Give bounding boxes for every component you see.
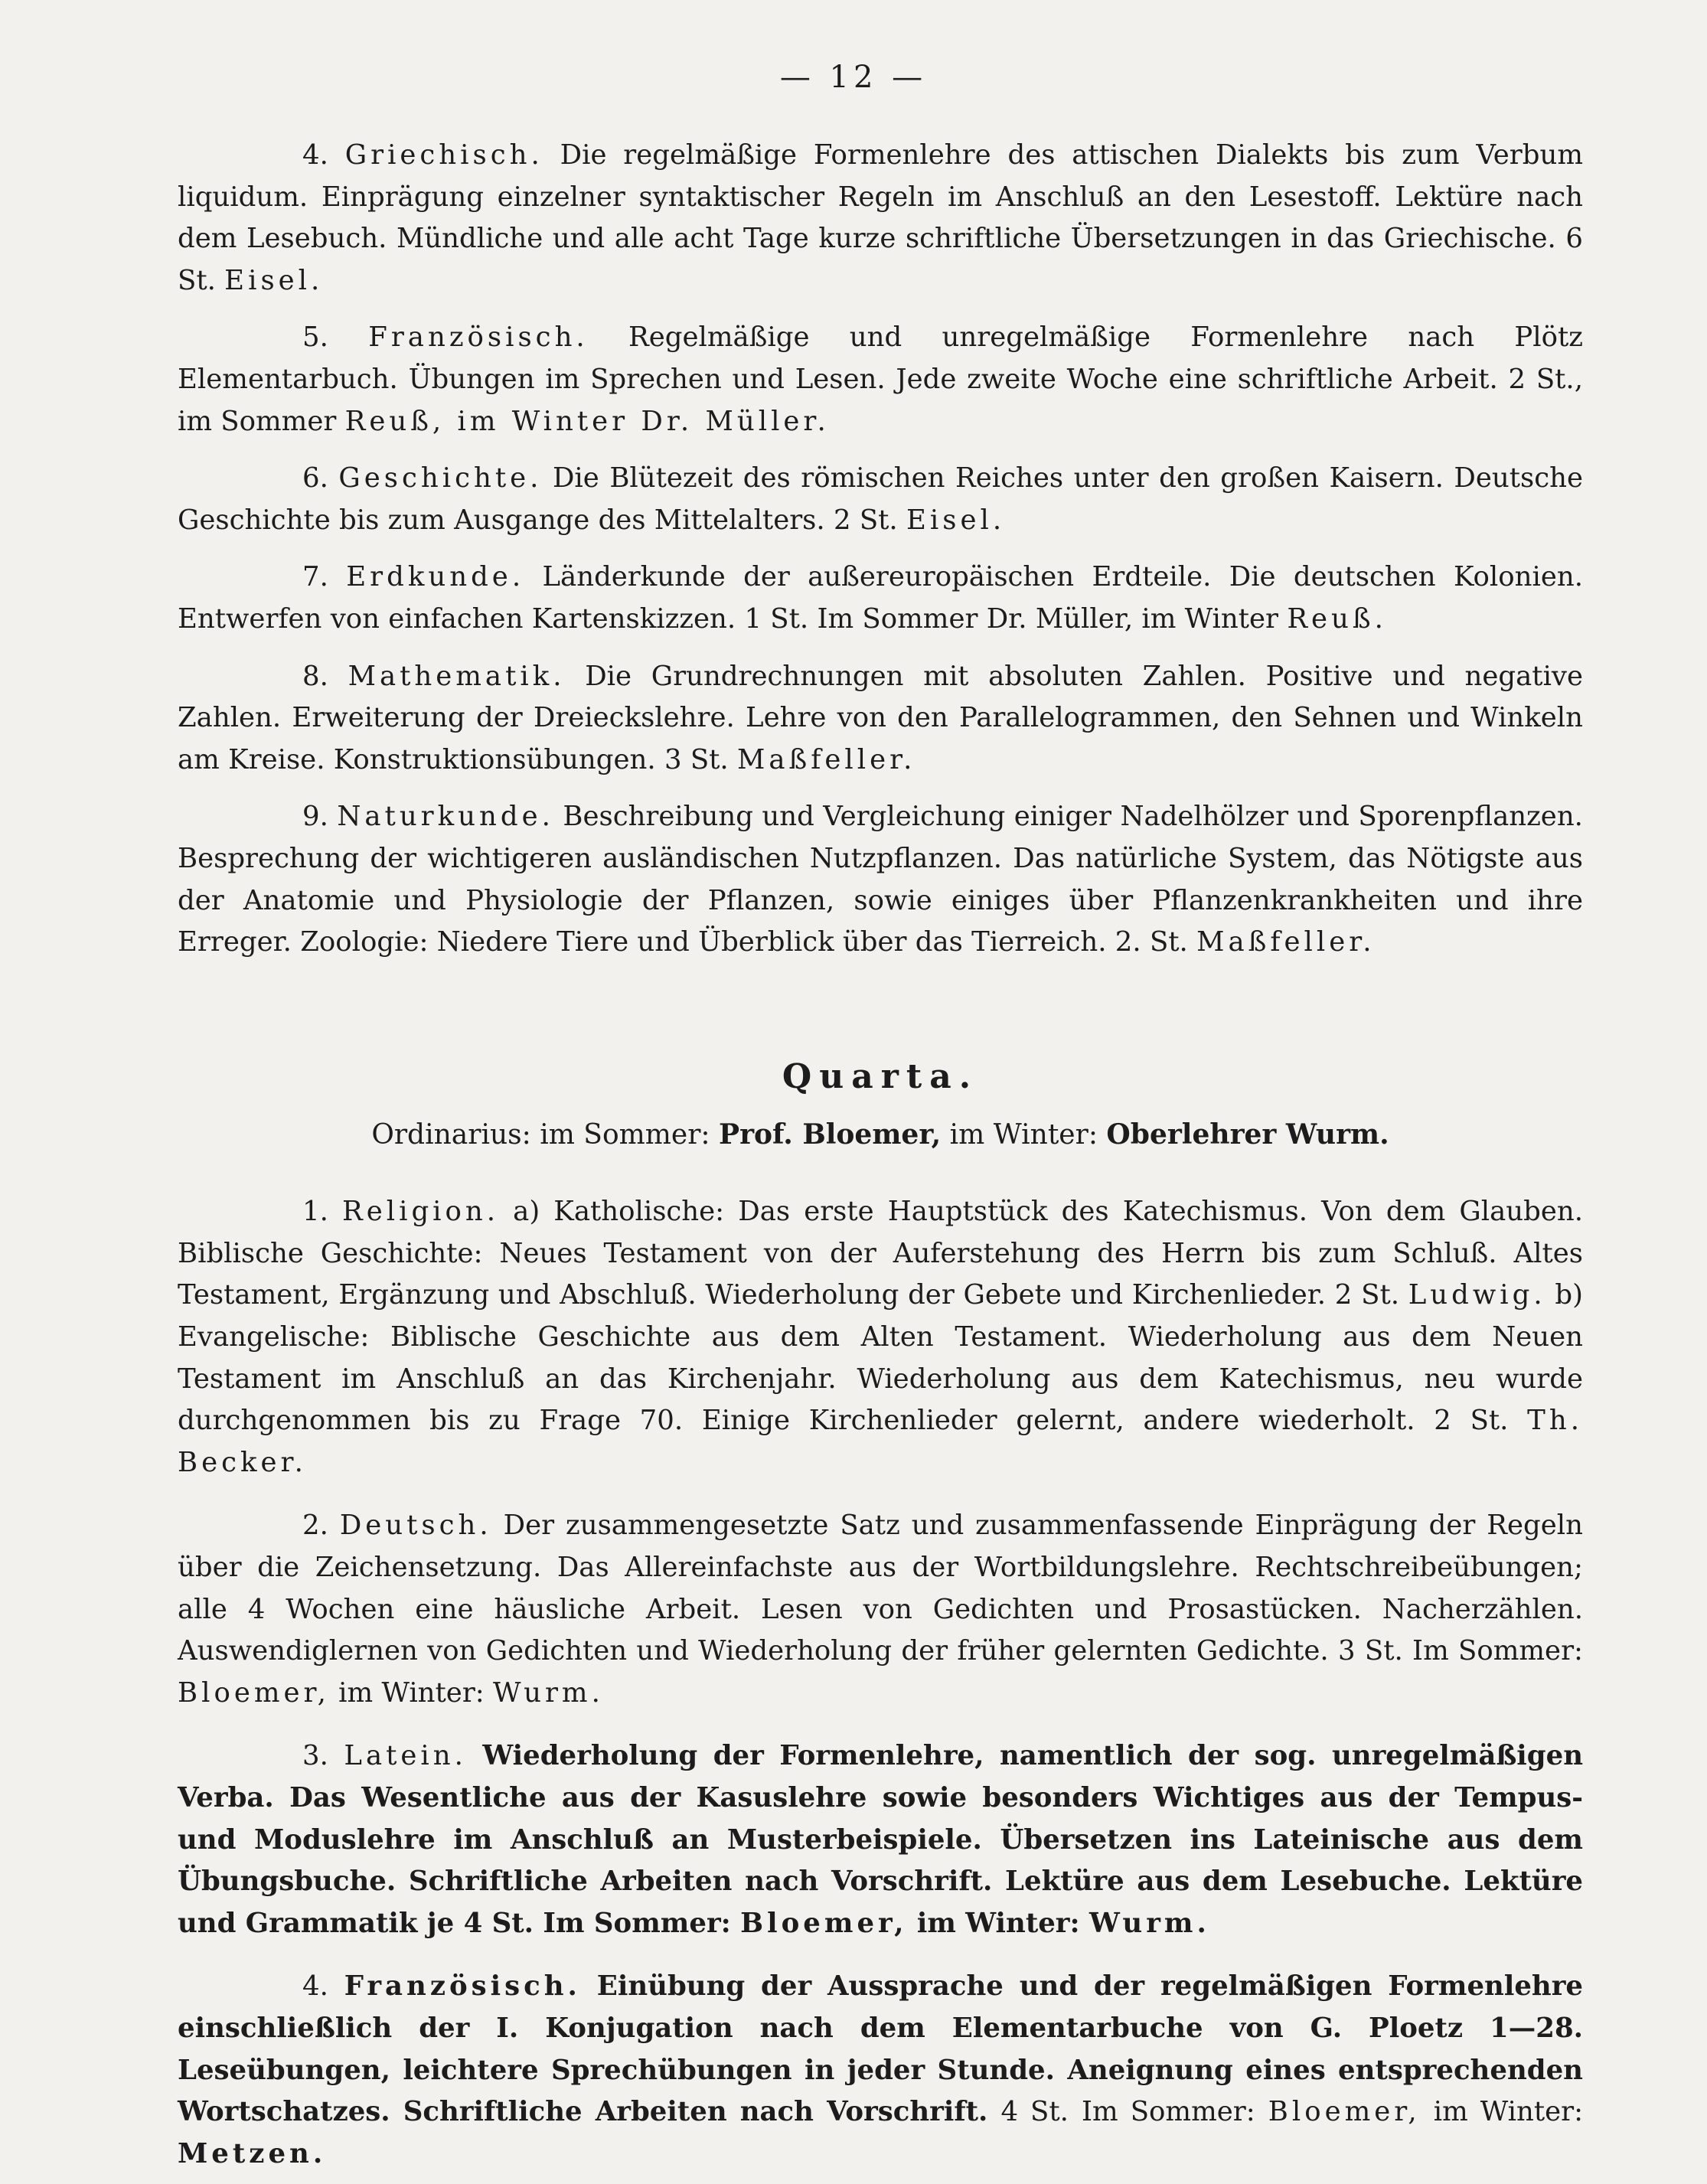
- subject-heading: Mathematik.: [348, 660, 566, 692]
- item-number: 2.: [302, 1510, 328, 1542]
- teacher-name: Bloemer,: [178, 1676, 330, 1709]
- page-content: [178, 135, 1583, 2175]
- paragraph-griechisch: [178, 135, 1583, 302]
- item-number: 4.: [302, 139, 328, 171]
- paragraph-text: Die Blütezeit des römischen Reiches unter den großen Kaisern. Deutsche Geschichte bis zum Ausgange des Mittelalters. 2 St.: [178, 462, 1583, 536]
- ordinarius-winter: Oberlehrer Wurm.: [1106, 1118, 1389, 1151]
- paragraph-franzoesisch-quarta: [178, 1966, 1583, 2175]
- teacher-name: Reuß.: [1287, 602, 1387, 635]
- paragraph-text: Regelmäßige und unregelmäßige Formenlehre nach Plötz Elementarbuch. Übungen im Sprechen und Lesen. Jede zweite Woche eine schriftliche Arbeit. 2 St., im Sommer: [178, 322, 1583, 437]
- subject-heading: Griechisch.: [344, 139, 543, 171]
- paragraph-text: Die regelmäßige Formenlehre des attischen Dialekts bis zum Verbum liquidum. Einprägung einzelner syntaktischer Regeln im Anschluß an den Lesestoff. Lektüre nach dem Lesebuch. Mündliche und alle acht Tage kurze schriftliche Übersetzungen in das Griechische. 6 St.: [178, 139, 1583, 296]
- ordinarius-label: Ordinarius: im Sommer:: [371, 1118, 710, 1151]
- teacher-name: Eisel.: [906, 504, 1006, 536]
- paragraph-franzoesisch-upper: [178, 317, 1583, 442]
- teacher-name: Th. Becker.: [178, 1405, 1583, 1478]
- paragraph-text: Wiederholung der Formenlehre, namentlich der sog. unregelmäßigen Verba. Das Wesentliche aus der Kasuslehre sowie besonders Wichtiges aus der Tempus- und Moduslehre im Anschluß an Musterbeispiele. Übersetzen ins Lateinische aus dem Übungsbuche. Schriftliche Arbeiten nach Vorschrift. Lektüre aus dem Lesebuche. Lektüre und Grammatik je 4 St. Im Sommer:: [178, 1740, 1584, 1939]
- paragraph-text: im Winter:: [338, 1676, 485, 1709]
- ordinarius-summer: Prof. Bloemer,: [719, 1118, 942, 1151]
- paragraph-text: im Winter:: [1433, 2096, 1584, 2128]
- subject-heading: Erdkunde.: [346, 561, 525, 593]
- teacher-name: Wurm.: [493, 1676, 604, 1709]
- paragraph-latein: [178, 1735, 1583, 1944]
- subject-heading: Religion.: [342, 1196, 500, 1228]
- subject-heading: Französisch.: [368, 322, 589, 354]
- teacher-name: Eisel.: [224, 264, 324, 296]
- paragraph-mathematik: [178, 656, 1583, 782]
- item-number: 7.: [302, 561, 328, 593]
- subject-heading: Naturkunde.: [337, 801, 554, 833]
- subject-heading: Latein.: [344, 1740, 467, 1772]
- item-number: 5.: [302, 322, 328, 354]
- paragraph-text: Der zusammengesetzte Satz und zusammenfassende Einprägung der Regeln über die Zeichensetzung. Das Allereinfachste aus der Wortbildungslehre. Rechtschreibeübungen; alle 4 Wochen eine häusliche Arbeit. Lesen von Gedichten und Prosastücken. Nacherzählen. Auswendiglernen von Gedichten und Wiederholung der früher gelernten Gedichte. 3 St. Im Sommer:: [178, 1510, 1583, 1667]
- paragraph-text: a) Katholische: Das erste Hauptstück des Katechismus. Von dem Glauben. Biblische Geschichte: Neues Testament von der Auferstehung des Herrn bis zum Schluß. Altes Testament, Ergänzung und Abschluß. Wiederholung der Gebete und Kirchenlieder. 2 St.: [178, 1196, 1583, 1311]
- subject-heading: Geschichte.: [338, 462, 543, 495]
- teacher-name: Maßfeller.: [737, 743, 916, 775]
- ordinarius-mid: im Winter:: [949, 1118, 1098, 1151]
- teacher-name: Metzen.: [178, 2137, 327, 2169]
- item-number: 1.: [302, 1196, 328, 1228]
- paragraph-erdkunde: [178, 557, 1583, 640]
- item-number: 8.: [302, 660, 328, 692]
- paragraph-geschichte: [178, 458, 1583, 541]
- page-number: — 12 —: [779, 60, 928, 95]
- teacher-name: Bloemer,: [1268, 2096, 1421, 2128]
- paragraph-text: Länderkunde der außereuropäischen Erdteile. Die deutschen Kolonien. Entwerfen von einfachen Kartenskizzen. 1 St. Im Sommer Dr. Müller, im Winter: [178, 561, 1583, 635]
- paragraph-text: im Winter:: [916, 1907, 1080, 1939]
- paragraph-religion: [178, 1191, 1583, 1484]
- item-number: 4.: [302, 1970, 328, 2003]
- teacher-name: Maßfeller.: [1196, 926, 1376, 958]
- subject-heading: Französisch.: [344, 1970, 581, 2003]
- bold-block: [178, 1735, 1583, 2175]
- section-title: Quarta.: [782, 1056, 979, 1096]
- teacher-name: Bloemer,: [740, 1907, 908, 1939]
- paragraph-text: Beschreibung und Vergleichung einiger Nadelhölzer und Sporenpflanzen. Besprechung der wichtigeren ausländischen Nutzpflanzen. Das natürliche System, das Nötigste aus der Anatomie und Physiologie der Pflanzen, sowie einiges über Pflanzenkrankheiten und ihre Erreger. Zoologie: Niedere Tiere und Überblick über das Tierreich. 2. St.: [178, 801, 1583, 958]
- ordinarius-line: [178, 1114, 1583, 1157]
- paragraph-naturkunde: [178, 796, 1583, 963]
- teacher-name: Wurm.: [1088, 1907, 1210, 1939]
- teacher-name: Ludwig.: [1408, 1279, 1546, 1311]
- paragraph-text: b) Evangelische: Biblische Geschichte aus dem Alten Testament. Wiederholung aus dem Neuen Testament im Anschluß an das Kirchenjahr. Wiederholung aus dem Katechismus, neu wurde durchgenommen bis zu Frage 70. Einige Kirchenlieder gelernt, andere wiederholt. 2 St.: [178, 1279, 1583, 1437]
- paragraph-text: Einübung der Aussprache und der regelmäßigen Formenlehre einschließlich der I. Konjugation nach dem Elementarbuche von G. Ploetz 1—28. Leseübungen, leichtere Sprechübungen in jeder Stunde. Aneignung eines entsprechenden Wortschatzes. Schriftliche Arbeiten nach Vorschrift.: [178, 1970, 1584, 2128]
- paragraph-text: Im Sommer:: [1082, 2096, 1255, 2128]
- subject-heading: Deutsch.: [339, 1510, 492, 1542]
- paragraph-deutsch: [178, 1505, 1583, 1714]
- paragraph-text: Die Grundrechnungen mit absoluten Zahlen. Positive und negative Zahlen. Erweiterung der Dreieckslehre. Lehre von den Parallelogrammen, den Sehnen und Winkeln am Kreise. Konstruktionsübungen. 3 St.: [178, 660, 1583, 775]
- item-number: 3.: [302, 1740, 328, 1772]
- teacher-name: Reuß, im Winter Dr. Müller.: [344, 405, 830, 437]
- item-number: 9.: [302, 801, 328, 833]
- item-number: 6.: [302, 462, 328, 495]
- hours: 4 St.: [1000, 2096, 1069, 2128]
